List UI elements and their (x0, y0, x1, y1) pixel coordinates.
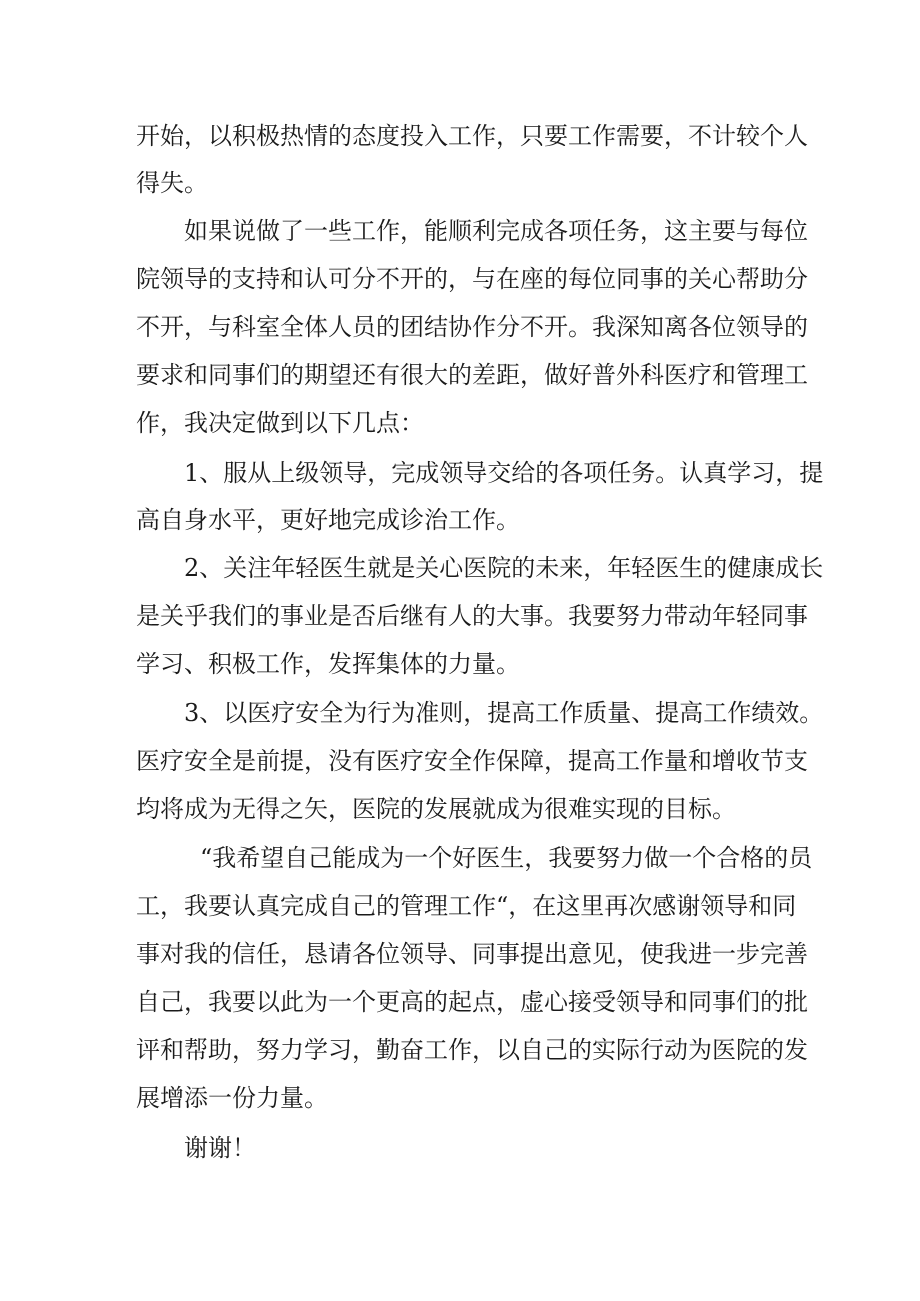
body-text-line: 事对我的信任，恳请各位领导、同事提出意见，使我进一步完善 (136, 940, 808, 968)
body-text-line: 学习、积极工作，发挥集体的力量。 (136, 650, 520, 678)
body-text-line: 展增添一份力量。 (136, 1084, 328, 1112)
body-text-line: 工，我要认真完成自己的管理工作“，在这里再次感谢领导和同 (136, 892, 797, 920)
closing-text-line: 谢谢！ (184, 1134, 256, 1162)
body-text-line: 开始，以积极热情的态度投入工作，只要工作需要，不计较个人 (136, 122, 808, 150)
body-text-line: 得失。 (136, 169, 208, 197)
body-text-line: 均将成为无得之矢，医院的发展就成为很难实现的目标。 (136, 795, 736, 823)
body-text-line: 3、以医疗安全为行为准则，提高工作质量、提高工作绩效。 (184, 699, 824, 727)
body-text-line: 院领导的支持和认可分不开的，与在座的每位同事的关心帮助分 (136, 265, 808, 293)
body-text-line: 如果说做了一些工作，能顺利完成各项任务，这主要与每位 (184, 217, 808, 245)
body-text-line: 不开，与科室全体人员的团结协作分不开。我深知离各位领导的 (136, 313, 808, 341)
body-text-line: 要求和同事们的期望还有很大的差距，做好普外科医疗和管理工 (136, 361, 808, 389)
body-text-line: “我希望自己能成为一个好医生，我要努力做一个合格的员 (200, 844, 813, 872)
body-text-line: 高自身水平，更好地完成诊治工作。 (136, 506, 520, 534)
body-text-line: 作，我决定做到以下几点： (136, 409, 424, 437)
body-text-line: 是关乎我们的事业是否后继有人的大事。我要努力带动年轻同事 (136, 602, 808, 630)
body-text-line: 评和帮助，努力学习，勤奋工作，以自己的实际行动为医院的发 (136, 1036, 808, 1064)
body-text-line: 自己，我要以此为一个更高的起点，虚心接受领导和同事们的批 (136, 988, 808, 1016)
body-text-line: 医疗安全是前提，没有医疗安全作保障，提高工作量和增收节支 (136, 747, 808, 775)
body-text-line: 2、关注年轻医生就是关心医院的未来，年轻医生的健康成长 (184, 554, 824, 582)
body-text-line: 1、服从上级领导，完成领导交给的各项任务。认真学习，提 (184, 459, 824, 487)
